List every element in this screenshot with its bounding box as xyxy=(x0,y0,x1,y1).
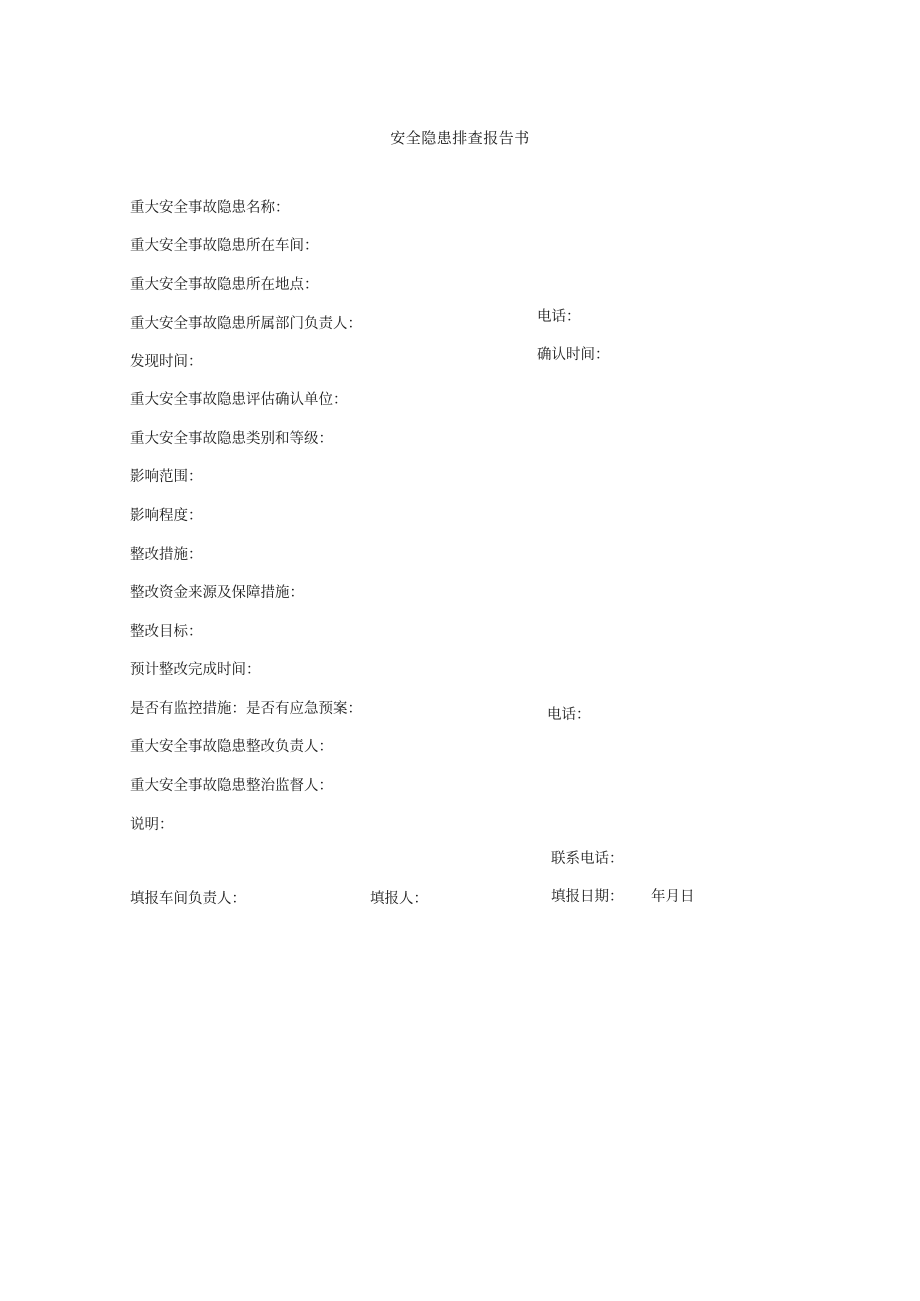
rectification-measures-label: 整改措施： xyxy=(130,547,203,563)
phone-label-1: 电话： xyxy=(537,309,581,325)
supervisor-label: 重大安全事故隐患整治监督人： xyxy=(130,778,333,794)
contact-phone-label: 联系电话： xyxy=(551,851,624,867)
monitoring-emergency-label: 是否有监控措施：是否有应急预案： xyxy=(130,701,362,717)
date-placeholder: 年月日 xyxy=(651,889,695,905)
assessment-unit-label: 重大安全事故隐患评估确认单位： xyxy=(130,392,348,408)
workshop-head-label: 填报车间负责人： xyxy=(130,891,246,907)
rectification-head-label: 重大安全事故隐患整改负责人： xyxy=(130,739,333,755)
discovery-time-label: 发现时间： xyxy=(130,354,203,370)
impact-scope-label: 影响范围： xyxy=(130,469,203,485)
report-date-label: 填报日期： xyxy=(551,889,624,905)
hazard-name-label: 重大安全事故隐患名称： xyxy=(130,200,290,216)
rectification-goal-label: 整改目标： xyxy=(130,624,203,640)
phone-label-2: 电话： xyxy=(547,707,591,723)
reporter-label: 填报人： xyxy=(370,891,428,907)
impact-degree-label: 影响程度： xyxy=(130,508,203,524)
funding-source-label: 整改资金来源及保障措施： xyxy=(130,585,304,601)
expected-completion-label: 预计整改完成时间： xyxy=(130,662,261,678)
hazard-location-label: 重大安全事故隐患所在地点： xyxy=(130,277,319,293)
notes-label: 说明： xyxy=(130,817,174,833)
document-title: 安全隐患排查报告书 xyxy=(390,129,530,147)
dept-head-label: 重大安全事故隐患所属部门负责人： xyxy=(130,316,362,332)
confirm-time-label: 确认时间： xyxy=(537,347,610,363)
hazard-workshop-label: 重大安全事故隐患所在车间： xyxy=(130,238,319,254)
category-grade-label: 重大安全事故隐患类别和等级： xyxy=(130,431,333,447)
